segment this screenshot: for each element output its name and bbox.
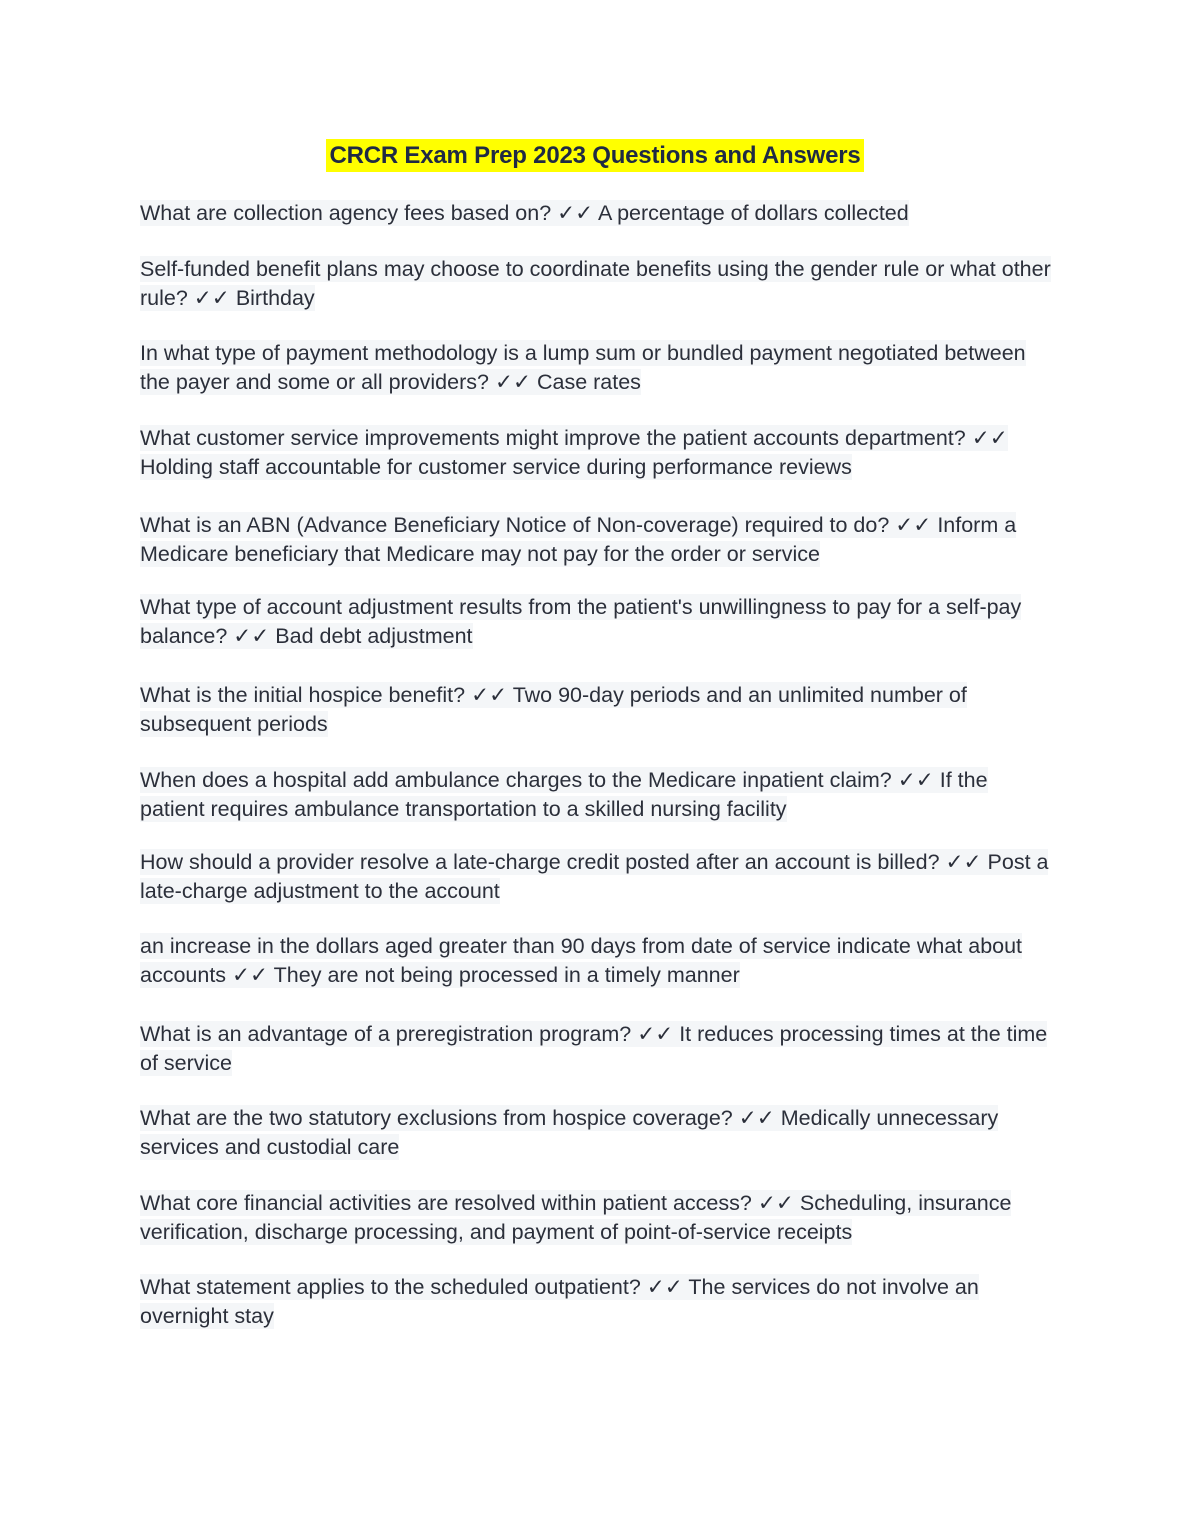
check-icon: ✓✓ (557, 201, 594, 225)
qa-item (140, 199, 1055, 228)
question-text: In what type of payment methodology is a lump sum or bundled payment negotiated between the payer and some or all providers? (140, 341, 1026, 394)
check-icon: ✓✓ (471, 683, 508, 707)
answer-text: A percentage of dollars collected (597, 201, 909, 225)
answer-text: Holding staff accountable for customer service during performance reviews (140, 455, 852, 479)
question-text: What type of account adjustment results from the patient's unwillingness to pay for a self-pay balance? (140, 595, 1022, 648)
question-text: How should a provider resolve a late-charge credit posted after an account is billed? (140, 850, 940, 874)
answer-text: Birthday (235, 286, 315, 310)
question-text: What are the two statutory exclusions from hospice coverage? (140, 1106, 733, 1130)
title-wrap (0, 139, 1190, 172)
answer-text: Post a late-charge adjustment to the account (140, 850, 1049, 903)
check-icon: ✓✓ (897, 768, 934, 792)
check-icon: ✓✓ (494, 370, 531, 394)
question-text: What statement applies to the scheduled outpatient? (140, 1275, 641, 1299)
question-text: What customer service improvements might improve the patient accounts department? (140, 426, 966, 450)
check-icon: ✓✓ (971, 426, 1008, 450)
answer-text: Scheduling, insurance verification, discharge processing, and payment of point-of-service receipts (140, 1191, 1012, 1244)
check-icon: ✓✓ (738, 1106, 775, 1130)
answer-text: Bad debt adjustment (275, 624, 473, 648)
answer-text: Inform a Medicare beneficiary that Medicare may not pay for the order or service (140, 513, 1017, 566)
qa-item (140, 511, 1055, 569)
question-text: an increase in the dollars aged greater than 90 days from date of service indicate what about accounts (140, 934, 1023, 987)
question-text: What is an ABN (Advance Beneficiary Notice of Non-coverage) required to do? (140, 513, 890, 537)
check-icon: ✓✓ (637, 1022, 674, 1046)
answer-text: If the patient requires ambulance transportation to a skilled nursing facility (140, 768, 988, 821)
qa-item (140, 1189, 1055, 1247)
check-icon: ✓✓ (232, 963, 269, 987)
answer-text: The services do not involve an overnight stay (140, 1275, 979, 1328)
check-icon: ✓✓ (757, 1191, 794, 1215)
question-text: What is the initial hospice benefit? (140, 683, 466, 707)
answer-text: It reduces processing times at the time of service (140, 1022, 1048, 1075)
qa-item (140, 1020, 1055, 1078)
qa-item (140, 1273, 1055, 1331)
qa-item (140, 255, 1055, 313)
qa-item (140, 681, 1055, 739)
qa-item (140, 1104, 1055, 1162)
check-icon: ✓✓ (945, 850, 982, 874)
qa-item (140, 848, 1055, 906)
check-icon: ✓✓ (193, 286, 230, 310)
answer-text: Case rates (536, 370, 641, 394)
question-text: What are collection agency fees based on? (140, 201, 552, 225)
qa-item (140, 339, 1055, 397)
check-icon: ✓✓ (233, 624, 270, 648)
check-icon: ✓✓ (646, 1275, 683, 1299)
question-text: What core financial activities are resolved within patient access? (140, 1191, 752, 1215)
qa-item (140, 766, 1055, 824)
answer-text: Two 90-day periods and an unlimited number of subsequent periods (140, 683, 967, 736)
check-icon: ✓✓ (895, 513, 932, 537)
question-text: Self-funded benefit plans may choose to coordinate benefits using the gender rule or what other rule? (140, 257, 1051, 310)
question-text: What is an advantage of a preregistration program? (140, 1022, 632, 1046)
qa-item (140, 932, 1055, 990)
qa-item (140, 424, 1055, 482)
answer-text: They are not being processed in a timely manner (273, 963, 740, 987)
question-text: When does a hospital add ambulance charges to the Medicare inpatient claim? (140, 768, 892, 792)
answer-text: Medically unnecessary services and custodial care (140, 1106, 999, 1159)
document-title: CRCR Exam Prep 2023 Questions and Answers (326, 139, 863, 172)
qa-item (140, 593, 1055, 651)
